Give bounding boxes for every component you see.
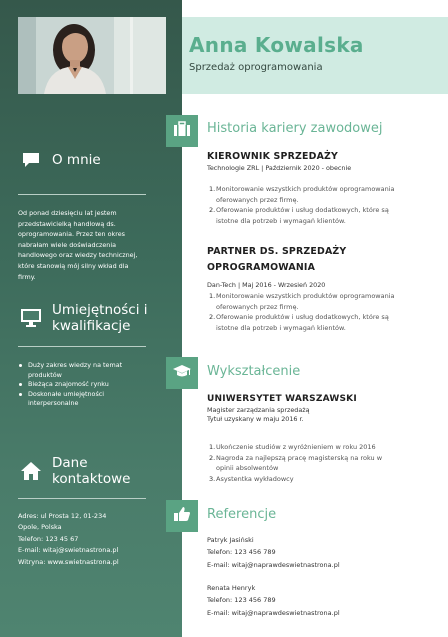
reference-name: Patryk Jasiński [207,536,254,544]
job-subtitle: Dan-Tech | Maj 2016 - Wrzesień 2020 [207,281,326,289]
list-item: 2. Oferowanie produktów i usług dodatkowych, które są istotne dla potrzeb i wymagań klientów. [209,313,389,332]
contact-title-line2: kontaktowe [52,471,131,487]
education-marker [166,357,198,389]
list-item: Bieżąca znajomość rynku [18,380,153,390]
contact-heading [18,455,130,487]
reference-name: Renata Henryk [207,584,256,592]
thumbs-up-icon [173,506,191,526]
job-title-line2: OPROGRAMOWANIA [207,262,316,273]
divider [18,498,146,499]
career-title: Historia kariery zawodowej [207,121,383,136]
education-achievements [207,442,425,484]
skills-list [18,361,153,409]
job-subtitle: Technologie ZRL | Październik 2020 - obecnie [207,164,352,172]
monitor-icon [18,305,44,331]
job-entry [207,150,425,226]
house-icon [18,458,44,484]
job-entry [207,244,425,333]
education-title: Wykształcenie [207,364,301,379]
contact-phone: Telefon: 123 45 67 [18,534,79,543]
career-marker [166,115,198,147]
candidate-name: Anna Kowalska [189,33,364,57]
profile-photo [18,17,166,94]
skills-title-line2: kwalifikacje [52,318,131,334]
sidebar [0,0,182,637]
reference-email[interactable]: E-mail: witaj@naprawdeswietnastrona.pl [207,560,340,569]
about-title: O mnie [52,152,101,168]
divider [18,346,146,347]
about-text: Od ponad dziesięciu lat jestem przedstawicielką handlową ds. oprogramowania. Przez ten okres nabrałam wiele doświadczenia handlowego oraz wiedzy technicznej, które stanowią mój silny wkład dla firmy. [18,209,138,281]
about-heading [18,147,101,173]
list-item: 1. Monitorowanie wszystkich produktów oprogramowania oferowanych przez firmę. [209,185,395,204]
contact-title-line1: Dane [52,455,88,471]
contact-website[interactable]: Witryna: www.swietnastrona.pl [18,557,119,566]
reference-phone: Telefon: 123 456 789 [207,596,276,605]
list-item: 1. Monitorowanie wszystkich produktów oprogramowania oferowanych przez firmę. [209,292,395,311]
skills-title-line1: Umiejętności i [52,302,148,318]
degree: Magister zarządzania sprzedażą [207,406,310,414]
job-duties [207,184,425,226]
list-item: 2. Nagroda za najlepszą pracę magisterską na roku w opinii absolwentów [209,453,383,473]
job-duties [207,291,425,333]
contact-city: Opole, Polska [18,523,62,532]
reference-entry [207,582,425,619]
list-item: 1. Ukończenie studiów z wyróżnieniem w roku 2016 [209,443,376,451]
reference-email[interactable]: E-mail: witaj@naprawdeswietnastrona.pl [207,608,340,617]
contact-details [18,511,168,568]
contact-address: Adres: ul Prosta 12, 01-234 [18,512,107,520]
list-item: Duży zakres wiedzy na temat produktów [18,361,153,380]
degree-year: Tytuł uzyskany w maju 2016 r. [207,415,304,423]
job-title-line1: PARTNER DS. SPRZEDAŻY [207,246,347,257]
references-title: Referencje [207,507,277,522]
briefcase-icon [173,121,191,141]
school-name: UNIWERSYTET WARSZAWSKI [207,394,357,404]
contact-email[interactable]: E-mail: witaj@swietnastrona.pl [18,546,119,555]
speech-bubble-icon [18,147,44,173]
reference-phone: Telefon: 123 456 789 [207,548,276,557]
divider [18,194,146,195]
list-item: 2. Oferowanie produktów i usług dodatkowych, które są istotne dla potrzeb i wymagań klientów. [209,206,389,225]
references-marker [166,500,198,532]
list-item: Doskonałe umiejętności interpersonalne [18,390,153,409]
skills-heading [18,302,148,334]
education-entry [207,392,425,484]
reference-entry [207,534,425,571]
job-title: KIEROWNIK SPRZEDAŻY [207,151,339,162]
list-item: 3. Asystentka wykładowcy [209,474,294,483]
candidate-role: Sprzedaż oprogramowania [189,62,323,73]
graduation-cap-icon [172,363,192,383]
